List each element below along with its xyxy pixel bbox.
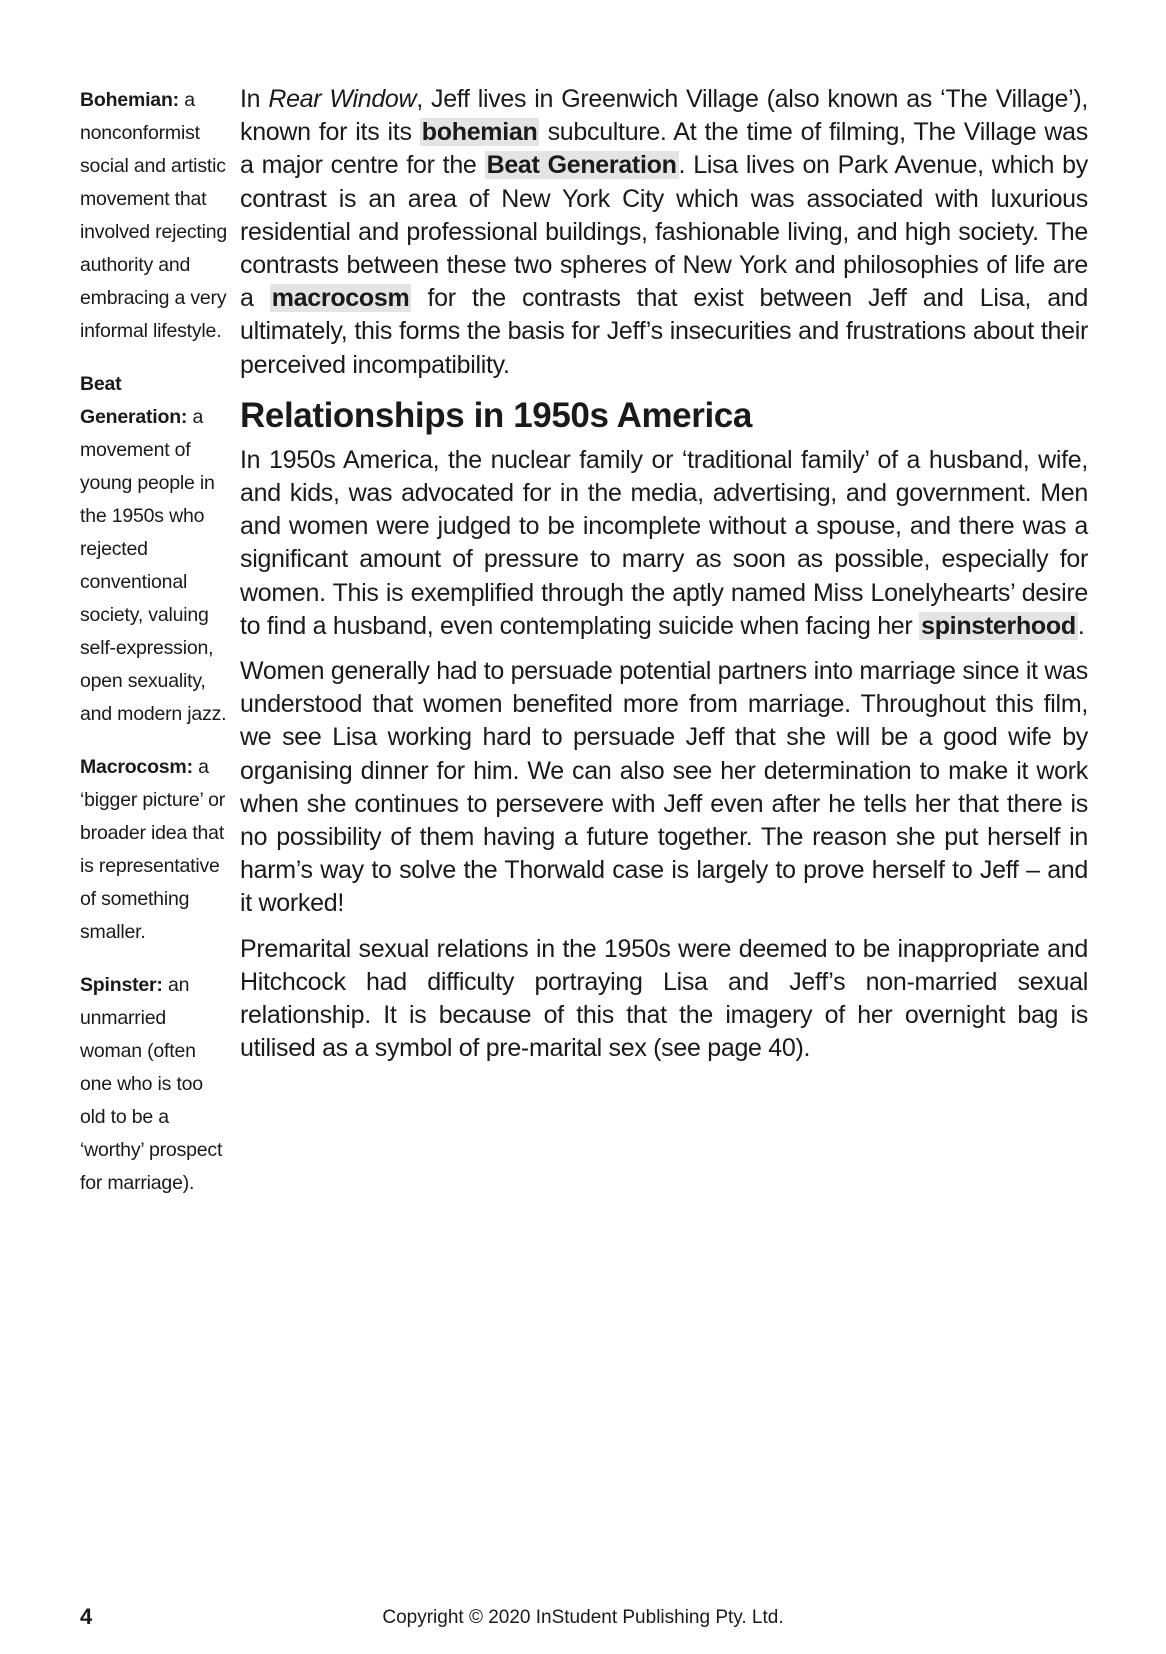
glossary-definition: an unmarried woman (often one who is too old to be a ‘worthy’ prospect for marriage). xyxy=(80,974,223,1194)
relationships-paragraph-1 xyxy=(240,444,1088,643)
glossary-sidebar xyxy=(80,84,230,1220)
text-run: In xyxy=(240,85,269,113)
glossary-entry-spinster xyxy=(80,969,230,1200)
glossary-entry-bohemian xyxy=(80,84,230,348)
page-number: 4 xyxy=(80,1604,93,1629)
glossary-definition: a ‘bigger picture’ or broader idea that is representative of something smaller. xyxy=(80,756,226,943)
section-heading: Relationships in 1950s America xyxy=(240,395,752,435)
main-content xyxy=(240,83,1088,1077)
text-run: subculture. At the time of filming, The Village was a major centre for the xyxy=(240,118,1088,180)
glossary-term: Bohemian: xyxy=(80,89,179,111)
glossary-entry-beat-generation xyxy=(80,368,230,731)
film-title: Rear Window xyxy=(268,85,417,113)
intro-paragraph xyxy=(240,83,1088,382)
text-run: In 1950s America, the nuclear family or ‘traditional family’ of a husband, wife, and kids, was advocated for in the media, advertising, and government. Men and women were judged to be incomplete without a spouse, and there was a significant amount of pressure to marry as soon as possible, especially for women. This is exemplified through the aptly named Miss Lonelyhearts’ desire to find a husband, even contemplating suicide when facing her xyxy=(240,445,1088,640)
keyword-spinsterhood: spinsterhood xyxy=(921,611,1076,640)
text-run: . Lisa lives on Park Avenue, which by contrast is an area of New York City which was associated with luxurious residential and professional buildings, fashionable living, and high society. The contrasts between these two spheres of New York and philosophies of life are a xyxy=(240,151,1088,313)
relationships-paragraph-3: Premarital sexual relations in the 1950s were deemed to be inappropriate and Hitchcock had difficulty portraying Lisa and Jeff’s non-married sexual relationship. It is because of this that the imagery of her overnight bag is utilised as a symbol of pre-marital sex (see page 40). xyxy=(240,934,1088,1063)
relationships-paragraph-2: Women generally had to persuade potential partners into marriage since it was understood that women benefited more from marriage. Throughout this film, we see Lisa working hard to persuade Jeff that she will be a good wife by organising dinner for him. We can also see her determination to make it work when she continues to persevere with Jeff even after he tells her that there is no possibility of them having a future together. The reason she put herself in harm’s way to solve the Thorwald case is largely to prove herself to Jeff – and it worked! xyxy=(240,657,1088,918)
keyword-beat-generation: Beat Generation xyxy=(486,151,677,180)
glossary-term: Beat Generation: xyxy=(80,373,188,428)
glossary-entry-macrocosm xyxy=(80,751,230,949)
glossary-definition: a movement of young people in the 1950s who rejected conventional society, valuing self-expression, open sexuality, and modern jazz. xyxy=(80,406,227,725)
text-run: , Jeff lives in Greenwich Village (also known as ‘The Village’), known for its its xyxy=(240,85,1088,147)
glossary-definition: a nonconformist social and artistic movement that involved rejecting authority and embracing a very informal lifestyle. xyxy=(80,89,228,342)
keyword-macrocosm: macrocosm xyxy=(271,284,410,313)
text-run: for the contrasts that exist between Jeff and Lisa, and ultimately, this forms the basis for Jeff’s insecurities and frustrations about their perceived incompatibility. xyxy=(240,284,1089,379)
copyright-notice: Copyright © 2020 InStudent Publishing Pty. Ltd. xyxy=(382,1607,784,1628)
text-run: . xyxy=(1077,611,1085,640)
glossary-term: Spinster: xyxy=(80,974,163,996)
glossary-term: Macrocosm: xyxy=(80,756,193,778)
keyword-bohemian: bohemian xyxy=(421,118,538,147)
